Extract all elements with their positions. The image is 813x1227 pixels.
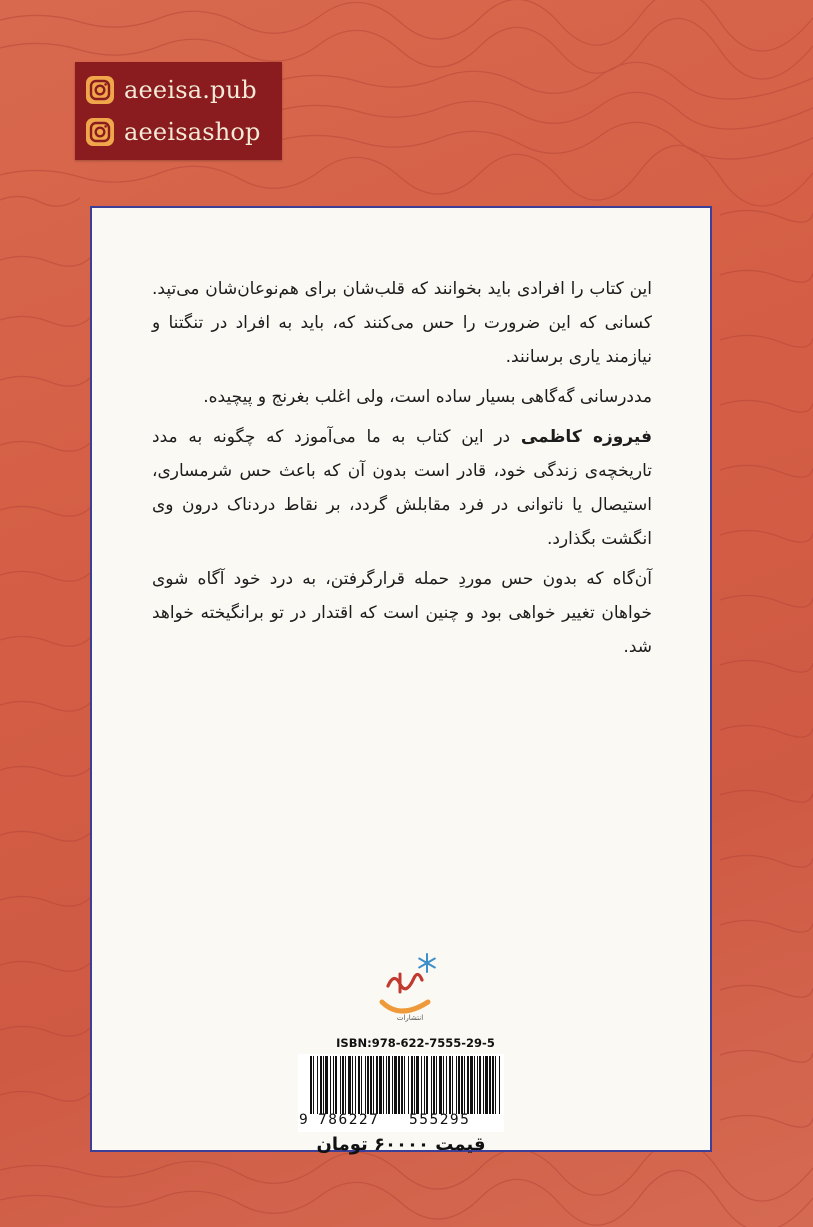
social-row-shop — [85, 114, 261, 150]
barcode-bar — [401, 1056, 403, 1114]
barcode-bar — [467, 1056, 469, 1114]
barcode-bar — [489, 1056, 491, 1114]
barcode-bar — [492, 1056, 494, 1114]
barcode-bar — [379, 1056, 382, 1114]
description-paragraph-2: مددرسانی گه‌گاهی بسیار ساده است، ولی اغلب بغرنج و پیچیده. — [203, 387, 652, 407]
barcode-bar — [433, 1056, 435, 1114]
barcode-bar — [477, 1056, 478, 1114]
barcode-bar — [411, 1056, 413, 1114]
barcode-bar — [370, 1056, 372, 1114]
barcode-bar — [342, 1056, 344, 1114]
description-paragraph-1: این کتاب را افرادی باید بخوانند که قلب‌شان برای هم‌نوعان‌شان می‌تپد. کسانی که این ضرورت را حس می‌کنند که، باید به افراد در تنگتنا و نیازمند یاری برسانند. — [152, 279, 652, 367]
barcode-bar — [320, 1056, 322, 1114]
barcode-bar — [456, 1056, 457, 1114]
barcode-bar — [461, 1056, 463, 1114]
barcode-bar — [474, 1056, 475, 1114]
snowflake-icon — [419, 954, 435, 972]
barcode-bar — [414, 1056, 415, 1114]
barcode-bar — [394, 1056, 397, 1114]
barcode-bar — [386, 1056, 387, 1114]
barcode-bar — [367, 1056, 369, 1114]
instagram-icon — [85, 117, 115, 147]
barcode-bar — [404, 1056, 405, 1114]
barcode-bar — [479, 1056, 481, 1114]
barcode — [298, 1054, 504, 1132]
barcode-bar — [340, 1056, 341, 1114]
barcode-bar — [483, 1056, 484, 1114]
publisher-subtitle: انتشارات — [396, 1014, 424, 1022]
barcode-bar — [470, 1056, 473, 1114]
isbn-number: ISBN:978-622-7555-29-5 — [336, 1036, 495, 1050]
social-handle-website: aeeisa.pub — [124, 76, 257, 104]
barcode-bar — [426, 1056, 428, 1114]
barcode-bar — [333, 1056, 334, 1114]
barcode-bar — [355, 1056, 356, 1114]
barcode-bar — [361, 1056, 362, 1114]
barcode-bar — [352, 1056, 353, 1114]
social-row-website — [85, 72, 257, 108]
barcode-digit-first: 9 — [299, 1112, 308, 1128]
barcode-bar — [392, 1056, 393, 1114]
barcode-bar — [446, 1056, 447, 1114]
barcode-bar — [398, 1056, 400, 1114]
barcode-bar — [376, 1056, 378, 1114]
barcode-bar — [317, 1056, 318, 1114]
barcode-bar — [464, 1056, 465, 1114]
barcode-bar — [325, 1056, 328, 1114]
barcode-bar — [416, 1056, 419, 1114]
barcode-bar — [335, 1056, 337, 1114]
barcode-bar — [310, 1056, 312, 1114]
barcode-bar — [348, 1056, 351, 1114]
barcode-bar — [485, 1056, 488, 1114]
barcode-bar — [323, 1056, 324, 1114]
barcode-bar — [313, 1056, 314, 1114]
barcode-digits-right: 555295 — [409, 1112, 471, 1128]
publisher-logo — [370, 946, 450, 1026]
barcode-bar — [452, 1056, 453, 1114]
barcode-bar — [421, 1056, 422, 1114]
barcode-bar — [499, 1056, 500, 1114]
barcode-bar — [495, 1056, 496, 1114]
barcode-bar — [365, 1056, 366, 1114]
barcode-bar — [358, 1056, 360, 1114]
barcode-bar — [443, 1056, 444, 1114]
social-media-box — [75, 62, 282, 160]
barcode-bar — [436, 1056, 437, 1114]
barcode-bar — [439, 1056, 442, 1114]
description-paragraph-4: آن‌گاه که بدون حس موردِ حمله قرارگرفتن، به درد خود آگاه شوی خواهان تغییر خواهی بود و چنین است که اقتدار در تو برانگیخته خواهد شد. — [152, 569, 652, 657]
author-name: فیروزه کاظمی — [520, 427, 652, 447]
description-paragraph-3 — [152, 420, 652, 556]
barcode-bar — [458, 1056, 460, 1114]
price-label: قیمت ۶۰۰۰۰ تومان — [316, 1134, 486, 1155]
book-description — [152, 272, 652, 670]
barcode-bar — [424, 1056, 425, 1114]
barcode-bar — [408, 1056, 409, 1114]
barcode-bar — [449, 1056, 451, 1114]
description-paragraph-3-text: در این کتاب به ما می‌آموزد که چگونه به مدد تاریخچه‌ی زندگی خود، قادر است بدون آن که باعث حس شرمساری، استیصال یا ناتوانی در فرد مقابلش گردد، بر نقاط دردناک درون وی انگشت بگذارد. — [152, 427, 652, 549]
barcode-bar — [330, 1056, 331, 1114]
barcode-digits-left: 786227 — [318, 1112, 380, 1128]
barcode-bar — [431, 1056, 432, 1114]
back-cover-panel — [90, 206, 712, 1155]
barcode-digits — [298, 1112, 504, 1132]
barcode-bar — [383, 1056, 384, 1114]
barcode-bars — [310, 1056, 500, 1114]
barcode-bar — [388, 1056, 390, 1114]
social-handle-shop: aeeisashop — [124, 118, 261, 146]
barcode-bar — [345, 1056, 346, 1114]
instagram-icon — [85, 75, 115, 105]
barcode-bar — [373, 1056, 374, 1114]
